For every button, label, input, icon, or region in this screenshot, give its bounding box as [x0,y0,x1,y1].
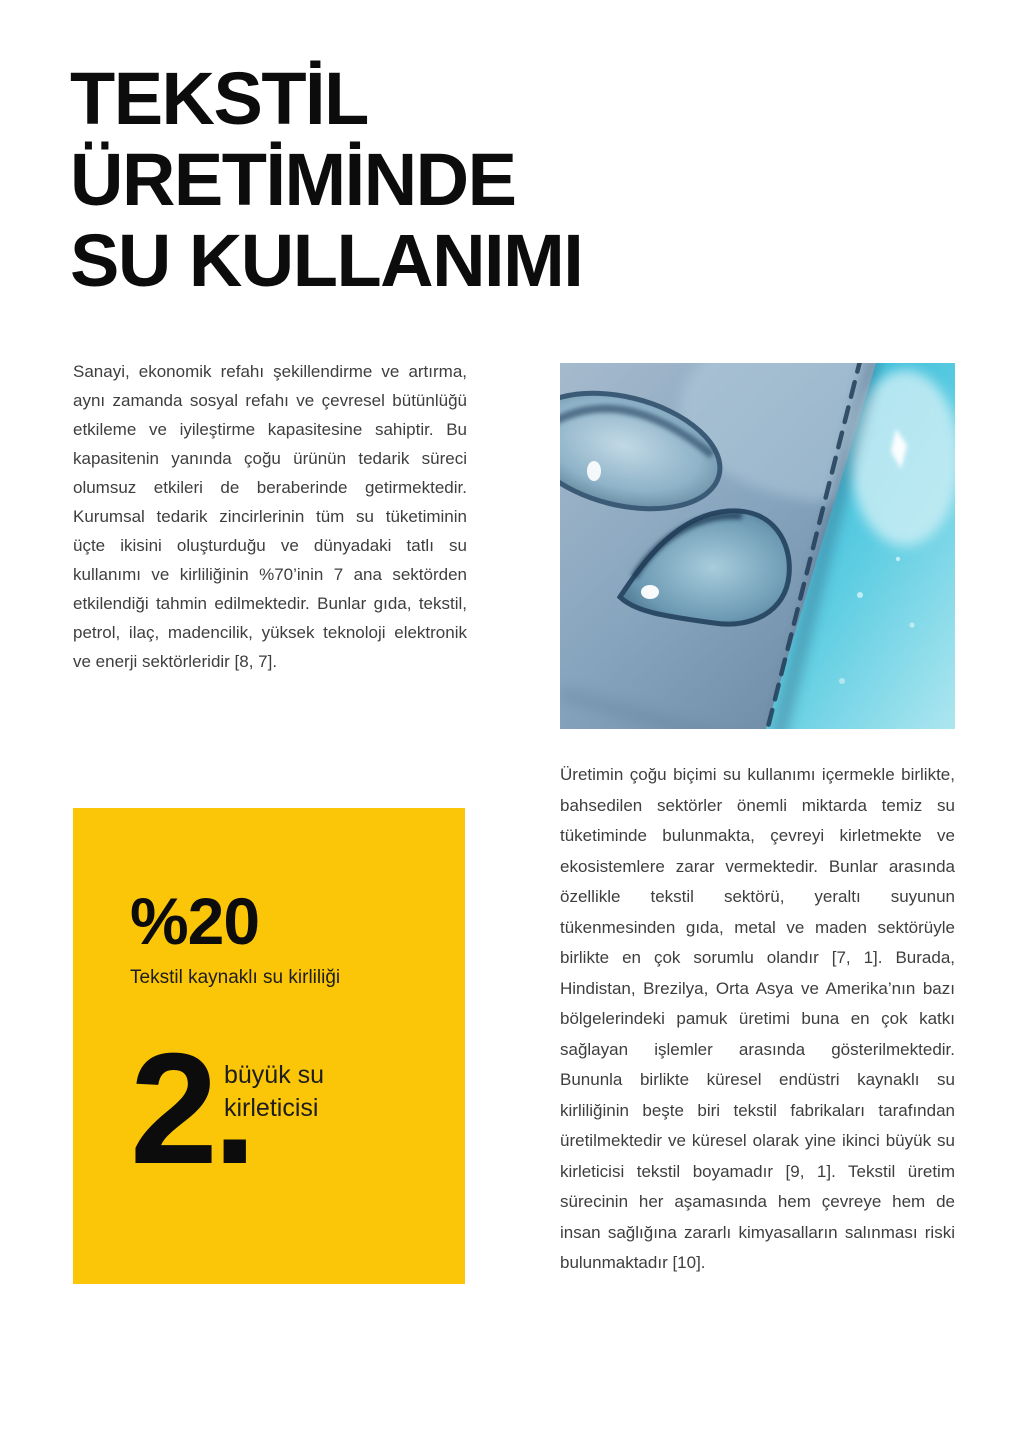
page-title [70,58,582,301]
stat-textile-pollution-label: Tekstil kaynaklı su kirliliği [130,967,341,988]
page-title-line-1: TEKSTİL [70,57,368,140]
stat-second-polluter-value: 2. [130,1021,252,1197]
page-title-line-2: ÜRETİMİNDE [70,138,516,221]
stat-second-polluter-label-line-2: kirleticisi [224,1094,319,1122]
page-title-line-3: SU KULLANIMI [70,219,583,302]
highlight-stats-box [73,808,465,1284]
water-drops-on-blue-fabric-photo [560,363,955,729]
stat-second-polluter [130,1021,429,1197]
stat-second-polluter-label-line-1: büyük su [224,1061,325,1089]
stat-textile-pollution-value: %20 [130,884,260,958]
fabric-photo-frame [560,363,955,729]
intro-paragraph: Sanayi, ekonomik refahı şekillendirme ve artırma, aynı zamanda sosyal refahı ve çevresel bütünlüğü etkileme ve iyileştirme kapasitesine sahiptir. Bu kapasitenin yanında çoğu ürünün tedarik süreci olumsuz etkileri de beraberinde getirmektedir. Kurumsal tedarik zincirlerinin tüm su tüketiminin üçte ikisini oluşturduğu ve dünyadaki tatlı su kullanımı ve kirliliğinin %70’inin 7 ana sektörden etkilendiği tahmin edilmektedir. Bunlar gıda, tekstil, petrol, ilaç, madencilik, yüksek teknoloji elektronik ve enerji sektörleridir [8, 7]. [73,362,467,671]
stat-textile-pollution [130,884,429,989]
body-paragraph: Üretimin çoğu biçimi su kullanımı içermekle birlikte, bahsedilen sektörler önemli miktarda temiz su tüketiminde bulunmakta, çevreyi kirletmekte ve ekosistemlere zarar vermektedir. Bunlar arasında özellikle tekstil sektörü, yeraltı suyunun tükenmesinden gıda, metal ve maden sektörüyle birlikte en çok sorumlu olandır [7, 1]. Burada, Hindistan, Brezilya, Orta Asya ve Amerika’nın bazı bölgelerindeki pamuk üretimi buna en çok katkı sağlayan işlemler arasında gösterilmektedir. Bununla birlikte küresel endüstri kaynaklı su kirliliğinin beşte biri tekstil fabrikaları tarafından üretilmektedir ve küresel olarak yine ikinci büyük su kirleticisi tekstil boyamadır [9, 1]. Tekstil üretim sürecinin her aşamasında hem çevreye hem de insan sağlığına zararlı kimyasalların salınması riski bulunmaktadır [10]. [560,765,955,1272]
stat-second-polluter-label [224,1059,324,1125]
